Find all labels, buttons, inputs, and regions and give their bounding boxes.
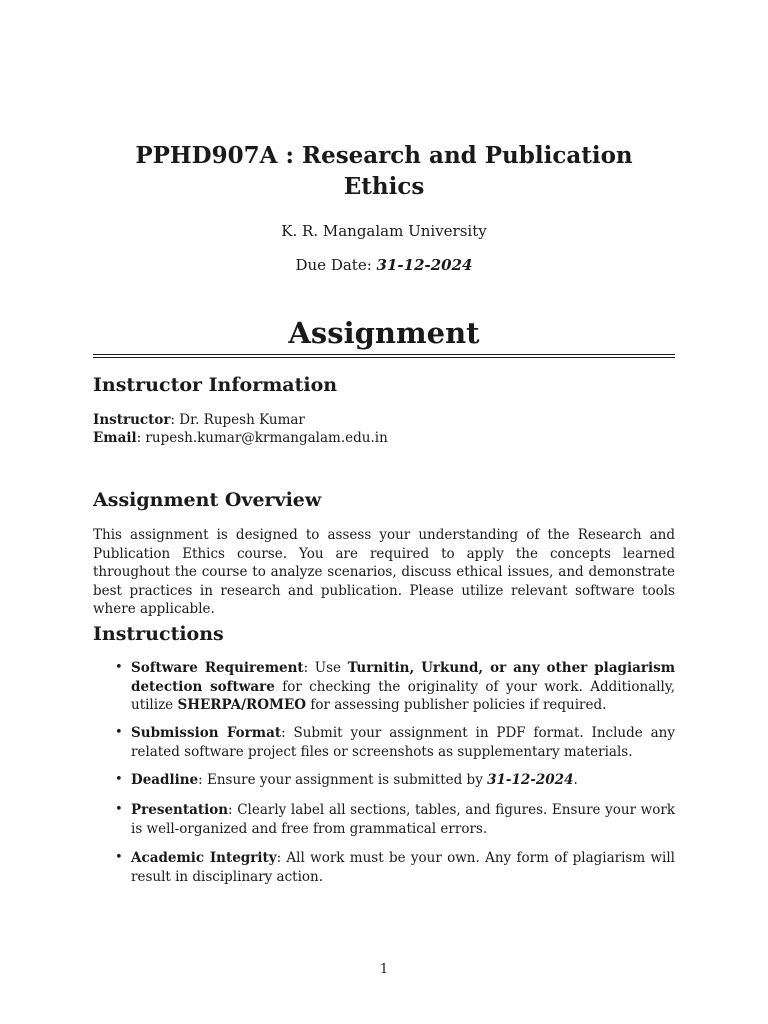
bullet-icon: • [115,772,123,787]
overview-paragraph: This assignment is designed to assess your understanding of the Research and Publication Ethics course. You are required to apply the concepts learned throughout the course to analyze scenarios, discuss ethical issues, and demonstrate best practices in research and publication. Please utilize relevant software tools where applicable. [93,527,675,617]
instructions-section-heading: Instructions [93,623,224,645]
due-date-value: 31-12-2024 [376,256,473,274]
instruction-text: Academic Integrity: All work must be your own. Any form of plagiarism will result in disciplinary action. [131,850,675,885]
instructor-label: Instructor [93,412,171,428]
due-date-line [93,256,675,274]
instruction-text: Presentation: Clearly label all sections, tables, and figures. Ensure your work is well-organized and free from grammatical errors. [131,802,675,837]
heading-rule-top [93,354,675,355]
university-name: K. R. Mangalam University [281,222,487,240]
instructor-line [93,411,305,429]
bullet-icon: • [115,850,123,865]
email-line [93,429,388,447]
instruction-text: Submission Format: Submit your assignment in PDF format. Include any related software project files or screenshots as supplementary materials. [131,725,675,760]
due-date-label: Due Date: [295,256,372,274]
email-value: : rupesh.kumar@krmangalam.edu.in [136,430,388,446]
bullet-icon: • [115,725,123,740]
heading-rule-bottom [93,357,675,358]
bullet-icon: • [115,802,123,817]
assignment-heading: Assignment [288,316,480,350]
overview-section-heading: Assignment Overview [93,489,322,511]
bullet-icon: • [115,660,123,675]
instructor-section-heading: Instructor Information [93,374,338,396]
document-page [93,0,675,1024]
instructor-value: : Dr. Rupesh Kumar [170,412,305,428]
course-title: PPHD907A : Research and Publication Ethics [135,142,633,200]
email-label: Email [93,430,137,446]
instruction-text: Deadline: Ensure your assignment is submitted by 31-12-2024. [131,772,578,788]
page-number: 1 [379,962,389,977]
instruction-text: Software Requirement: Use Turnitin, Urkund, or any other plagiarism detection software for checking the originality of your work. Additionally, utilize SHERPA/ROMEO for assessing publisher policies if required. [131,660,676,713]
